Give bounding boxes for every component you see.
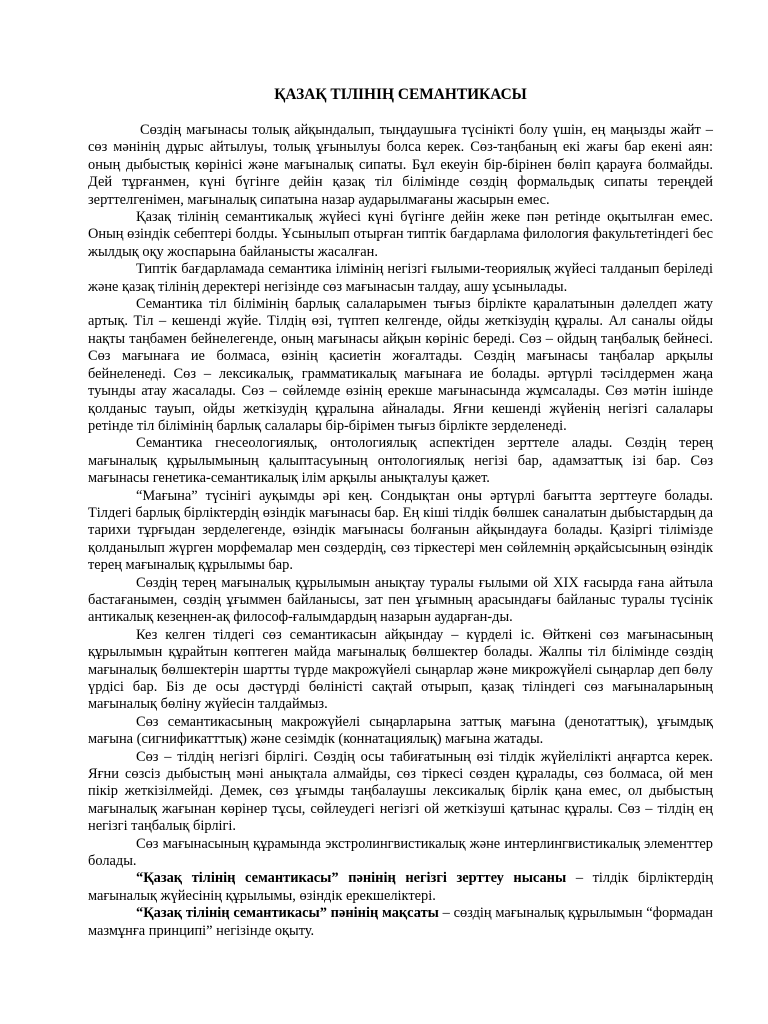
paragraph-gnoseological: Семантика гнесеологиялық, онтологиялық аспектіден зерттеле алады. Сөздің терең мағыналық құрылымының қалыптасуының онтологиялық негізі бар, адамзаттық ізі бар. Сөз мағынасы генетика-семантикалық ілім арқылы анықталуы қажет. [88, 435, 713, 487]
paragraph-word-unit: Сөз – тілдің негізгі бірлігі. Сөздің осы табиғатының өзі тілдік жүйелілікті аңғартса керек. Яғни сөзсіз дыбыстың мәні анықтала алмайды, сөз тіркесі сөзден құралады, сөз болмаса, ой мен пікір жеткізілмейді. Демек, сөз ұғымды таңбалаушы лексикалық бірлік қана емес, ол дыбыстың мағыналық жағынан көрінер тұсы, сөйлеудегі негізгі ой жеткізуші қатынас құралы. Сөз – тілдің ең негізгі таңбалық бірлігі. [88, 748, 713, 835]
goal-heading: “Қазақ тілінің семантикасы” пәнінің мақсаты [136, 905, 439, 922]
document-title: ҚАЗАҚ ТІЛІНІҢ СЕМАНТИКАСЫ [274, 86, 527, 103]
paragraph-goal [88, 905, 713, 940]
paragraph-extralinguistic: Сөз мағынасының құрамында экстролингвистикалық және интерлингвистикалық элементтер болады. [88, 835, 713, 870]
paragraph-typical-program: Типтік бағдарламада семантика ілімінің негізгі ғылыми-теориялық жүйесі талданып беріледі және қазақ тілінің деректері негізінде сөз мағынасын талдау, ашу ұсынылады. [88, 261, 713, 295]
paragraph-history: Сөздің терең мағыналық құрылымын анықтау туралы ғылыми ой XIX ғасырда ғана айтыла бастағанымен, сөздің ұғыммен байланысы, зат пен ұғымның арасындағы байланыс туралы түсінік антикалық кезеңнен-ақ философ-ғалымдардың назарын аударған-ды. [88, 574, 713, 626]
paragraph-semantic-system: Қазақ тілінің семантикалық жүйесі күні бүгінге дейін жеке пән ретінде оқытылған емес. Оның өзіндік себептері болды. Ұсынылып отырған типтік бағдарлама филология факультетіндегі бес жылдық оқу жоспарына байланысты жасалған. [88, 209, 713, 260]
subject-heading: “Қазақ тілінің семантикасы” пәнінің негізгі зерттеу нысаны [136, 870, 567, 887]
paragraph-semantic-components: Кез келген тілдегі сөз семантикасын айқындау – күрделі іс. Өйткені сөз мағынасының құрылымын құрайтын көптеген майда мағыналық бөлшектер болады. Жалпы тіл білімінде сөздің мағыналық бөлшектерін шартты түрде макрожүйелі сыңарлар және микрожүйелі сыңарлар деп бөлу үрдісі бар. Біз де осы дәстүрді бөліністі сақтай отырып, қазақ тіліндегі сөз мағыналарының мағыналық бөліну жүйесін талдаймыз. [88, 626, 713, 713]
paragraph-semantics-linguistics: Семантика тіл білімінің барлық салаларымен тығыз бірлікте қаралатынын дәлелдеп жату артық. Тіл – кешенді жүйе. Тілдің өзі, түптеп келгенде, ойды жеткізудің құралы. Ал саналы ойды нақты таңбамен бейнелегенде, оның мағынасы айқын көрініс береді. Сөз – ойдың таңбалық бейнесі. Сөз мағынаға ие болмаса, өзінің қасиетін жоғалтады. Сөздің мағынасы таңбалар арқылы бейнеленеді. Сөз – лексикалық, грамматикалық мағынаға ие болады. әртүрлі тәсілдермен жаңа туынды атау жасалады. Сөз – сөйлемде өзінің ерекше мағынасында жұмсалады. Сөз мәтін ішінде қолданыс тауып, ойды жеткізудің құралына айналады. Яғни кешенді жүйенің негізгі салалары ретінде тіл білімінің барлық салалары бір-бірімен тығыз бірлікте зерделенеді. [88, 296, 713, 434]
paragraph-meaning-concept: “Мағына” түсінігі ауқымды әрі кең. Сондықтан оны әртүрлі бағытта зерттеуге болады. Тілдегі барлық бірліктердің өзіндік мағынасы бар. Ең кіші тілдік бөлшек саналатын дыбыстардың да тарихи тұрғыдан зерделегенде, өзіндік мағынасы болғанын айқындауға болады. Қазіргі тілімізде қолданылып жүрген морфемалар мен сөздердің, сөз тіркестері мен сөйлемнің әрқайсысының өзіндік терең мағыналық құрылымы бар. [88, 487, 713, 574]
subject-text: – тілдік бірліктердің мағыналық жүйесінің құрылымы, өзіндік ерекшеліктері. [88, 870, 713, 904]
goal-text: – сөздің мағыналық құрылымын “формадан мазмұнға принципі” негізінде оқыту. [88, 905, 713, 939]
paragraph-macro-components: Сөз семантикасының макрожүйелі сыңарларына заттық мағына (денотаттық), ұғымдық мағына (сигнификатттық) және сезімдік (коннатациялық) мағына жатады. [88, 713, 713, 748]
document-page [88, 86, 713, 940]
paragraph-subject [88, 870, 713, 905]
paragraph-word-meaning: Сөздің мағынасы толық айқындалып, тыңдаушыға түсінікті болу үшін, ең маңызды жайт – сөз мәнінің дұрыс айтылуы, толық ұғынылуы болса керек. Сөз-таңбаның екі жағы бар екені аян: оның дыбыстық көрінісі және мағыналық сипаты. Бұл екеуін бір-бірінен бөліп қарауға болмайды. Дей тұрғанмен, күні бүгінге дейін қазақ тіл білімінде сөздің формальдық сипаты тереңдей зерттелгенімен, мағыналық сипатына назар аударылмағаны жасырын емес. [88, 122, 713, 208]
